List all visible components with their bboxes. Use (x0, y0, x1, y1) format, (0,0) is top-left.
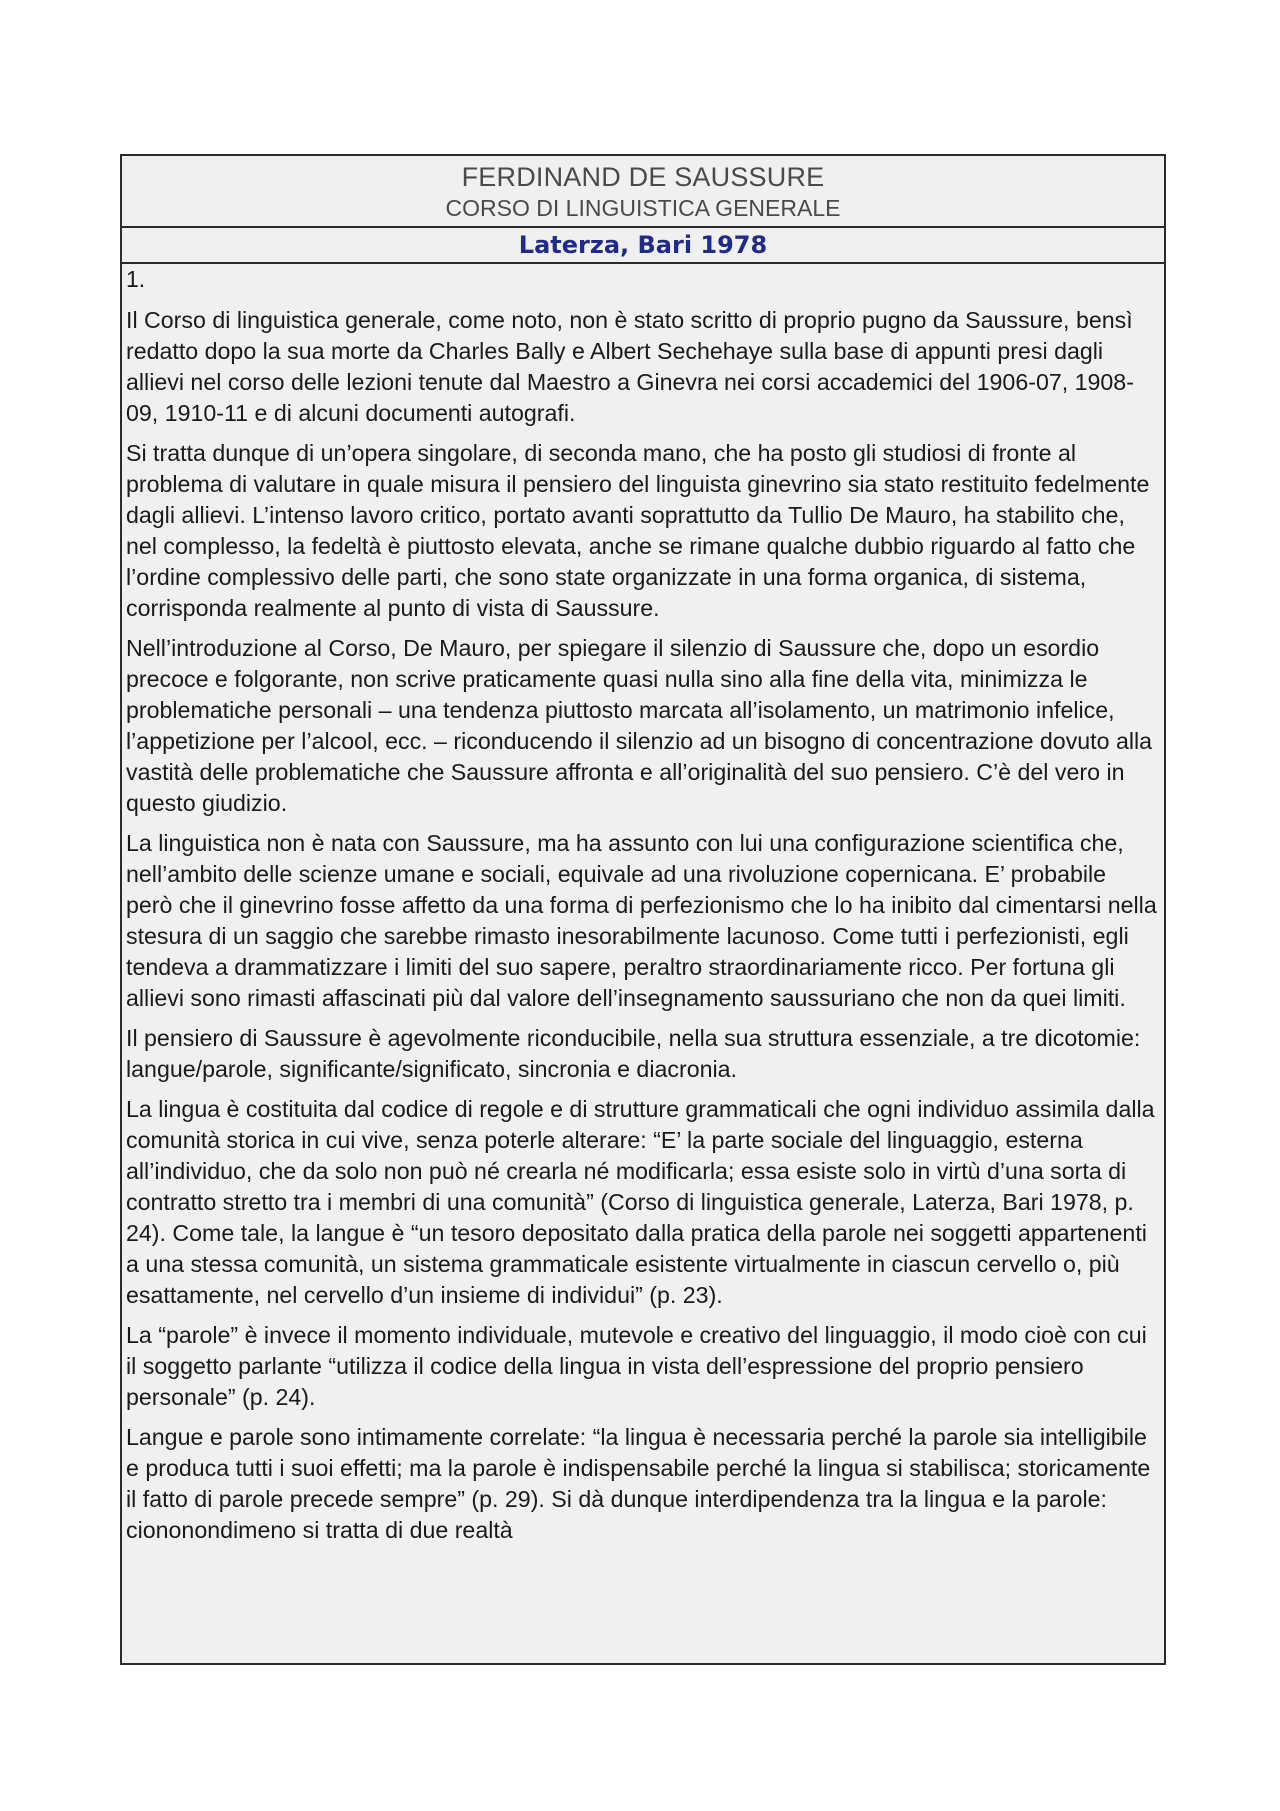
title-block (122, 156, 1164, 228)
document-frame (120, 154, 1166, 1665)
document-subtitle: CORSO DI LINGUISTICA GENERALE (445, 195, 841, 221)
document-body (122, 264, 1164, 1546)
paragraph: La “parole” è invece il momento individuale, mutevole e creativo del linguaggio, il modo cioè con cui il soggetto parlante “utilizza il codice della lingua in vista dell’espressione del proprio pensiero personale” (p. 24). (126, 1322, 1147, 1410)
paragraph: Il pensiero di Saussure è agevolmente riconducibile, nella sua struttura essenziale, a tre dicotomie: langue/parole, significante/significato, sincronia e diacronia. (126, 1025, 1141, 1082)
section-number: 1. (126, 266, 146, 292)
publisher-line: Laterza, Bari 1978 (518, 231, 768, 259)
paragraph: Il Corso di linguistica generale, come noto, non è stato scritto di proprio pugno da Saussure, bensì redatto dopo la sua morte da Charles Bally e Albert Sechehaye sulla base di appunti presi dagli allievi nel corso delle lezioni tenute dal Maestro a Ginevra nei corsi accademici del 1906-07, 1908-09, 1910-11 e di alcuni documenti autografi. (126, 307, 1134, 426)
paragraph: Langue e parole sono intimamente correlate: “la lingua è necessaria perché la parole sia intelligibile e produca tutti i suoi effetti; ma la parole è indispensabile perché la lingua si stabilisca; storicamente il fatto di parole precede sempre” (p. 29). Si dà dunque interdipendenza tra la lingua e la parole: ciononondimeno si tratta di due realtà (126, 1424, 1151, 1543)
paragraph: La lingua è costituita dal codice di regole e di strutture grammaticali che ogni individuo assimila dalla comunità storica in cui vive, senza poterle alterare: “E’ la parte sociale del linguaggio, esterna all’individuo, che da solo non può né crearla né modificarla; essa esiste solo in virtù d’una sorta di contratto stretto tra i membri di una comunità” (Corso di linguistica generale, Laterza, Bari 1978, p. 24). Come tale, la langue è “un tesoro depositato dalla pratica della parole nei soggetti appartenenti a una stessa comunità, un sistema grammaticale esistente virtualmente in ciascun cervello o, più esattamente, nel cervello d’un insieme di individui” (p. 23). (126, 1096, 1155, 1308)
paragraph: Nell’introduzione al Corso, De Mauro, per spiegare il silenzio di Saussure che, dopo un esordio precoce e folgorante, non scrive praticamente quasi nulla sino alla fine della vita, minimizza le problematiche personali – una tendenza piuttosto marcata all’isolamento, un matrimonio infelice, l’appetizione per l’alcool, ecc. – riconducendo il silenzio ad un bisogno di concentrazione dovuto alla vastità delle problematiche che Saussure affronta e all’originalità del suo pensiero. C’è del vero in questo giudizio. (126, 635, 1153, 816)
paragraph: Si tratta dunque di un’opera singolare, di seconda mano, che ha posto gli studiosi di fronte al problema di valutare in quale misura il pensiero del linguista ginevrino sia stato restituito fedelmente dagli allievi. L’intenso lavoro critico, portato avanti soprattutto da Tullio De Mauro, ha stabilito che, nel complesso, la fedeltà è piuttosto elevata, anche se rimane qualche dubbio riguardo al fatto che l’ordine complessivo delle parti, che sono state organizzate in una forma organica, di sistema, corrisponda realmente al punto di vista di Saussure. (126, 440, 1150, 621)
paragraph: La linguistica non è nata con Saussure, ma ha assunto con lui una configurazione scientifica che, nell’ambito delle scienze umane e sociali, equivale ad una rivoluzione copernicana. E’ probabile però che il ginevrino fosse affetto da una forma di perfezionismo che lo ha inibito dal cimentarsi nella stesura di un saggio che sarebbe rimasto inesorabilmente lacunoso. Come tutti i perfezionisti, egli tendeva a drammatizzare i limiti del suo sapere, peraltro straordinariamente ricco. Per fortuna gli allievi sono rimasti affascinati più dal valore dell’insegnamento saussuriano che non da quei limiti. (126, 830, 1157, 1011)
document-title: FERDINAND DE SAUSSURE (461, 162, 825, 192)
publisher-block (122, 228, 1164, 264)
